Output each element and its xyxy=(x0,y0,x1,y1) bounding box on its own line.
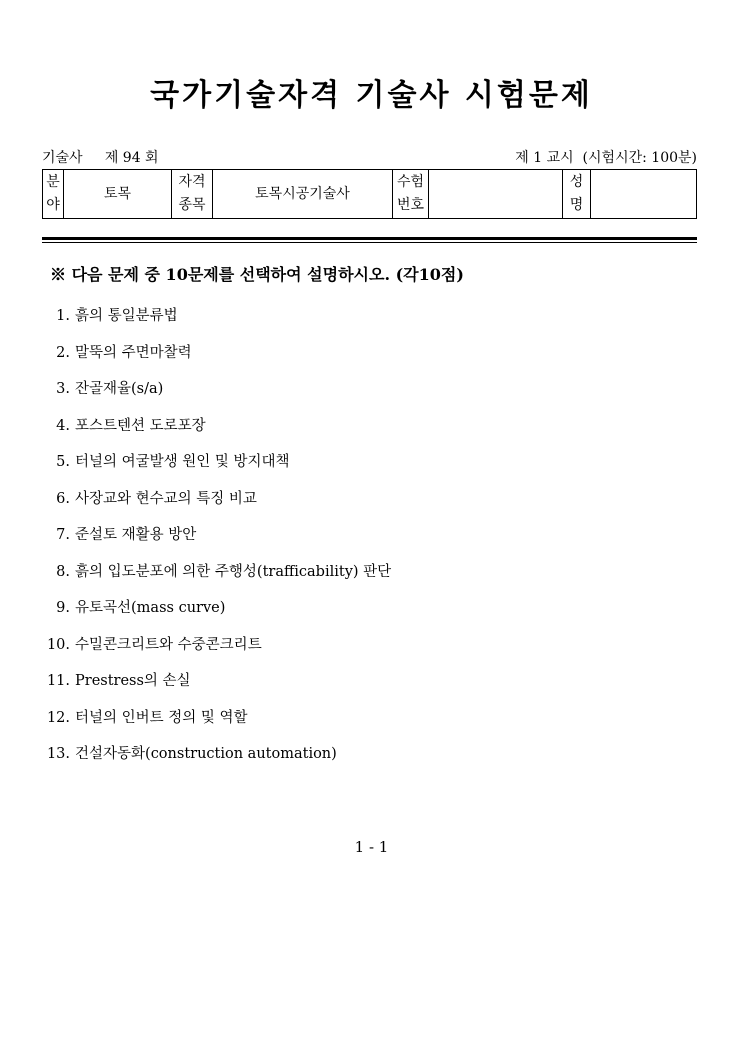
field-value: 토목 xyxy=(64,170,172,219)
question-text: 준설토 재활용 방안 xyxy=(75,527,197,543)
question-text: 흙의 입도분포에 의한 주행성(trafficability) 판단 xyxy=(75,563,392,580)
qualification-label-line2: 종목 xyxy=(178,197,206,213)
question-item xyxy=(40,596,391,633)
session-info: 제 1 교시 (시험시간: 100분) xyxy=(515,150,697,166)
question-item xyxy=(40,341,391,378)
question-number: 10. xyxy=(46,636,70,653)
name-field[interactable] xyxy=(591,170,697,219)
question-item xyxy=(40,560,391,597)
instruction-text: ※ 다음 문제 중 10문제를 선택하여 설명하시오. (각10점) xyxy=(50,265,464,284)
question-number: 9. xyxy=(56,600,70,616)
question-item xyxy=(40,669,391,706)
question-text: 사장교와 현수교의 특징 비교 xyxy=(75,490,257,507)
name-label-line2: 명 xyxy=(569,197,584,213)
question-text: 터널의 인버트 정의 및 역할 xyxy=(75,709,248,726)
name-label xyxy=(563,170,591,219)
exam-number-field[interactable] xyxy=(429,170,563,219)
divider-thick xyxy=(42,237,697,240)
question-text: Prestress의 손실 xyxy=(75,673,191,689)
page-number: 1 - 1 xyxy=(354,838,389,856)
qualification-value: 토목시공기술사 xyxy=(213,170,393,219)
question-text: 유토곡선(mass curve) xyxy=(75,600,226,616)
qualification-label xyxy=(172,170,213,219)
question-number: 8. xyxy=(56,563,70,580)
question-number: 2. xyxy=(56,344,70,361)
question-number: 4. xyxy=(56,417,70,434)
question-text: 수밀콘크리트와 수중콘크리트 xyxy=(75,636,262,653)
question-number: 12. xyxy=(46,709,70,726)
question-text: 포스트텐션 도로포장 xyxy=(75,417,206,434)
question-item xyxy=(40,633,391,670)
field-label-line1: 분 xyxy=(46,174,60,190)
exam-info-table xyxy=(42,169,697,219)
question-number: 5. xyxy=(56,454,70,470)
field-label xyxy=(43,170,64,219)
question-text: 잔골재율(s/a) xyxy=(75,381,164,397)
question-item xyxy=(40,742,391,779)
question-text: 건설자동화(construction automation) xyxy=(75,746,337,762)
question-list xyxy=(40,304,391,779)
exam-number-label-line1: 수험 xyxy=(396,174,425,190)
exam-round: 기술사 제 94 회 xyxy=(42,150,159,166)
question-number: 7. xyxy=(56,527,70,543)
question-item xyxy=(40,523,391,560)
exam-number-label xyxy=(393,170,429,219)
question-item xyxy=(40,377,391,414)
question-text: 터널의 여굴발생 원인 및 방지대책 xyxy=(75,454,290,470)
question-number: 13. xyxy=(46,746,70,762)
qualification-label-line1: 자격 xyxy=(178,174,206,190)
document-title: 국가기술자격 기술사 시험문제 xyxy=(150,78,593,113)
question-item xyxy=(40,706,391,743)
field-label-line2: 야 xyxy=(46,197,60,213)
question-text: 말뚝의 주면마찰력 xyxy=(75,344,192,361)
question-number: 6. xyxy=(56,490,70,507)
question-item xyxy=(40,414,391,451)
exam-number-label-line2: 번호 xyxy=(396,197,425,213)
question-item xyxy=(40,304,391,341)
name-label-line1: 성 xyxy=(569,174,584,190)
divider-thin xyxy=(42,242,697,243)
question-item xyxy=(40,450,391,487)
question-number: 11. xyxy=(46,673,70,689)
question-number: 1. xyxy=(56,308,70,324)
question-number: 3. xyxy=(56,381,70,397)
question-item xyxy=(40,487,391,524)
question-text: 흙의 통일분류법 xyxy=(75,308,178,324)
